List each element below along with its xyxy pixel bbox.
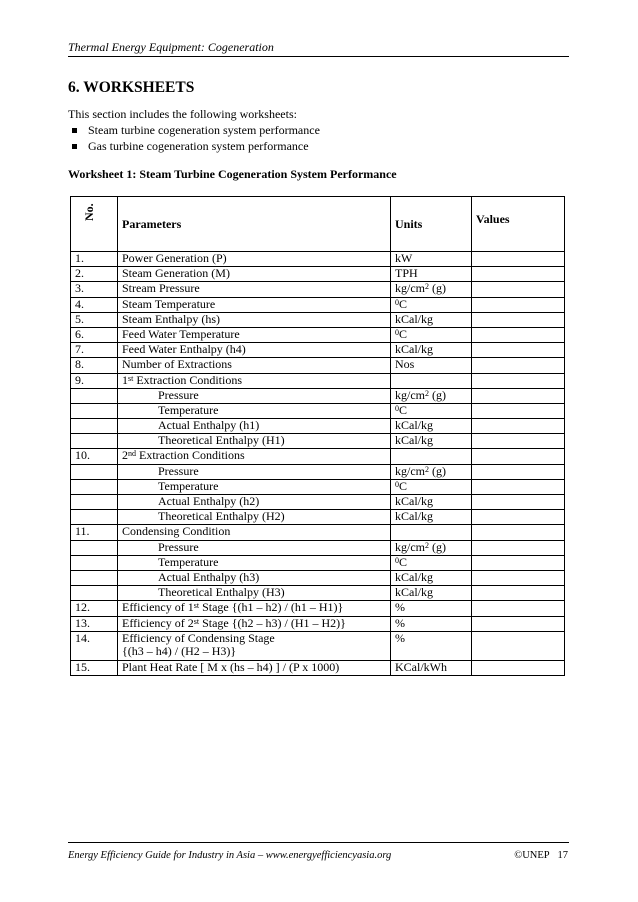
row-number: 13. (71, 616, 118, 631)
row-unit: $^0$C (391, 555, 472, 570)
row-unit: $kg/cm^2$ (g) (391, 282, 472, 297)
row-parameter: Steam Enthalpy (hs) (118, 312, 391, 327)
header-rule (68, 56, 569, 57)
row-parameter: Theoretical Enthalpy (H1) (118, 434, 391, 449)
row-unit: $^0$C (391, 297, 472, 312)
row-unit: kW (391, 252, 472, 267)
row-number: 14. (71, 631, 118, 660)
row-unit: kCal/kg (391, 586, 472, 601)
table-row (71, 660, 565, 675)
table-row (71, 373, 565, 388)
row-number (71, 419, 118, 434)
row-value[interactable] (472, 464, 565, 479)
table-row (71, 555, 565, 570)
row-unit: % (391, 616, 472, 631)
row-value[interactable] (472, 252, 565, 267)
table-row (71, 297, 565, 312)
row-parameter: Pressure (118, 388, 391, 403)
row-parameter: Actual Enthalpy (h1) (118, 419, 391, 434)
row-value[interactable] (472, 312, 565, 327)
row-number (71, 464, 118, 479)
row-value[interactable] (472, 434, 565, 449)
bullet-text: Steam turbine cogeneration system performance (88, 123, 320, 137)
table-row (71, 449, 565, 464)
row-unit: kCal/kg (391, 312, 472, 327)
row-parameter: Plant Heat Rate [ M x (hs – h4) ] / (P x 1000) (118, 660, 391, 675)
row-unit: KCal/kWh (391, 660, 472, 675)
row-value[interactable] (472, 343, 565, 358)
row-value[interactable] (472, 525, 565, 540)
table-row (71, 343, 565, 358)
row-parameter: Temperature (118, 555, 391, 570)
row-number (71, 540, 118, 555)
row-value[interactable] (472, 403, 565, 418)
row-number (71, 510, 118, 525)
footer-text: Energy Efficiency Guide for Industry in Asia – www.energyefficiencyasia.org (68, 850, 392, 861)
row-unit: kCal/kg (391, 570, 472, 585)
row-parameter: 2nd Extraction Conditions (118, 449, 391, 464)
row-value[interactable] (472, 495, 565, 510)
row-parameter: Temperature (118, 403, 391, 418)
row-number (71, 570, 118, 585)
row-value[interactable] (472, 601, 565, 616)
row-parameter: Temperature (118, 479, 391, 494)
row-parameter: Actual Enthalpy (h2) (118, 495, 391, 510)
table-row (71, 388, 565, 403)
table-row (71, 525, 565, 540)
section-intro: This section includes the following worksheets: (68, 107, 297, 121)
row-unit (391, 449, 472, 464)
row-value[interactable] (472, 297, 565, 312)
row-parameter: Actual Enthalpy (h3) (118, 570, 391, 585)
table-row (71, 631, 565, 660)
row-parameter: Number of Extractions (118, 358, 391, 373)
row-number (71, 403, 118, 418)
footer-rule (68, 842, 569, 843)
row-unit: Nos (391, 358, 472, 373)
row-number (71, 555, 118, 570)
row-value[interactable] (472, 282, 565, 297)
row-number (71, 479, 118, 494)
row-number: 4. (71, 297, 118, 312)
row-parameter: Stream Pressure (118, 282, 391, 297)
bullet-square-icon (72, 144, 77, 149)
table-row (71, 570, 565, 585)
table-row (71, 252, 565, 267)
table-row (71, 479, 565, 494)
table-row (71, 282, 565, 297)
row-unit: kCal/kg (391, 343, 472, 358)
row-value[interactable] (472, 267, 565, 282)
row-unit: $^0$C (391, 479, 472, 494)
row-parameter: Pressure (118, 464, 391, 479)
row-value[interactable] (472, 327, 565, 342)
row-value[interactable] (472, 388, 565, 403)
section-title: 6. WORKSHEETS (68, 79, 195, 96)
row-value[interactable] (472, 358, 565, 373)
row-value[interactable] (472, 570, 565, 585)
running-header: Thermal Energy Equipment: Cogeneration (68, 40, 274, 54)
row-unit: % (391, 601, 472, 616)
table-row (71, 312, 565, 327)
row-number: 1. (71, 252, 118, 267)
row-unit (391, 525, 472, 540)
row-value[interactable] (472, 631, 565, 660)
row-value[interactable] (472, 510, 565, 525)
row-number: 11. (71, 525, 118, 540)
row-value[interactable] (472, 586, 565, 601)
row-number (71, 586, 118, 601)
table-row (71, 464, 565, 479)
row-number: 6. (71, 327, 118, 342)
table-row (71, 267, 565, 282)
row-value[interactable] (472, 373, 565, 388)
header-units: Units (391, 197, 472, 252)
header-no: No. (71, 197, 118, 252)
row-parameter: Efficiency of Condensing Stage {(h3 – h4) / (H2 – H3)} (118, 631, 391, 660)
table-row (71, 358, 565, 373)
page-number: 17 (557, 850, 568, 861)
row-number (71, 388, 118, 403)
row-number (71, 434, 118, 449)
row-value[interactable] (472, 479, 565, 494)
row-number: 3. (71, 282, 118, 297)
header-parameters: Parameters (118, 197, 391, 252)
row-unit: kCal/kg (391, 434, 472, 449)
table-row (71, 495, 565, 510)
row-number (71, 495, 118, 510)
row-parameter: Steam Generation (M) (118, 267, 391, 282)
row-unit: kCal/kg (391, 419, 472, 434)
row-value[interactable] (472, 555, 565, 570)
table-row (71, 586, 565, 601)
row-number: 10. (71, 449, 118, 464)
header-values: Values (472, 197, 565, 252)
table-row (71, 601, 565, 616)
bullet-text: Gas turbine cogeneration system performance (88, 139, 309, 153)
row-number: 8. (71, 358, 118, 373)
table-row (71, 403, 565, 418)
row-unit: $kg/cm^2$ (g) (391, 540, 472, 555)
row-number: 9. (71, 373, 118, 388)
row-value[interactable] (472, 540, 565, 555)
row-parameter: Condensing Condition (118, 525, 391, 540)
table-row (71, 327, 565, 342)
row-parameter: Feed Water Enthalpy (h4) (118, 343, 391, 358)
row-number: 15. (71, 660, 118, 675)
copyright: ©UNEP (514, 850, 550, 861)
row-parameter: Efficiency of 1st Stage {(h1 – h2) / (h1 – H1)} (118, 601, 391, 616)
row-unit: kCal/kg (391, 510, 472, 525)
row-unit: $^0$C (391, 327, 472, 342)
bullet-item (68, 139, 309, 154)
table-row (71, 434, 565, 449)
row-unit: kCal/kg (391, 495, 472, 510)
table-row (71, 419, 565, 434)
row-value[interactable] (472, 419, 565, 434)
table-row (71, 540, 565, 555)
row-parameter: Steam Temperature (118, 297, 391, 312)
row-number: 7. (71, 343, 118, 358)
row-unit: % (391, 631, 472, 660)
row-number: 12. (71, 601, 118, 616)
row-parameter: Theoretical Enthalpy (H2) (118, 510, 391, 525)
row-parameter: Theoretical Enthalpy (H3) (118, 586, 391, 601)
row-unit: $^0$C (391, 403, 472, 418)
worksheet-table (70, 196, 565, 676)
footer-right (514, 850, 568, 861)
row-parameter: 1st Extraction Conditions (118, 373, 391, 388)
row-number: 5. (71, 312, 118, 327)
table-row (71, 510, 565, 525)
row-value[interactable] (472, 616, 565, 631)
row-unit (391, 373, 472, 388)
table-row (71, 616, 565, 631)
row-number: 2. (71, 267, 118, 282)
row-unit: $kg/cm^2$ (g) (391, 464, 472, 479)
row-parameter: Efficiency of 2st Stage {(h2 – h3) / (H1 – H2)} (118, 616, 391, 631)
row-unit: $kg/cm^2$ (g) (391, 388, 472, 403)
row-value[interactable] (472, 660, 565, 675)
footer (68, 850, 568, 861)
row-value[interactable] (472, 449, 565, 464)
row-parameter: Feed Water Temperature (118, 327, 391, 342)
worksheet-title: Worksheet 1: Steam Turbine Cogeneration System Performance (68, 167, 397, 181)
bullet-square-icon (72, 128, 77, 133)
row-parameter: Pressure (118, 540, 391, 555)
row-unit: TPH (391, 267, 472, 282)
row-parameter: Power Generation (P) (118, 252, 391, 267)
bullet-item (68, 123, 320, 138)
table-header-row (71, 197, 565, 252)
